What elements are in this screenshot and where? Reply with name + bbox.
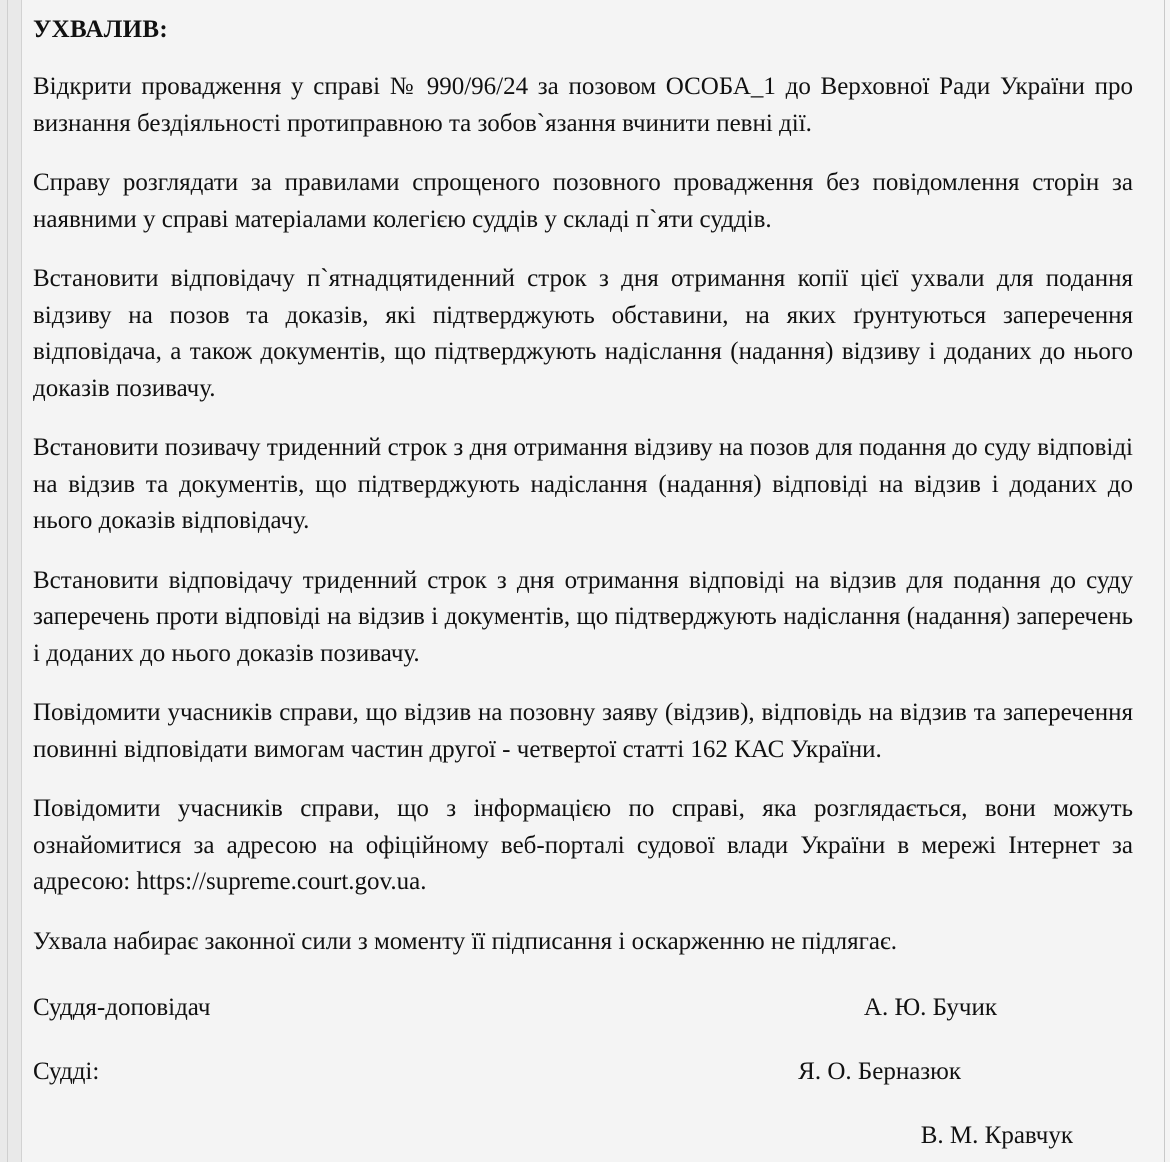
paragraph-plaintiff-three-day-term: Встановити позивачу триденний строк з дня отримання відзиву на позов для подання до суду відповіді на відзив та документів, що підтверджують надіслання (надання) відповіді на відзив і доданих до нього доказів відповідачу. (33, 434, 1133, 535)
paragraph-notice-requirements-article-162: Повідомити учасників справи, що відзив на позовну заяву (відзив), відповідь на відзив та заперечення повинні відповідати вимогам частин другої - четвертої статті 162 КАС України. (33, 699, 1133, 763)
signature-name-kravchuk: В. М. Кравчук (920, 1122, 1073, 1150)
paragraph-defendant-fifteen-day-term: Встановити відповідачу п`ятнадцятиденний строк з дня отримання копії цієї ухвали для подання відзиву на позов та доказів, які підтверджують обставини, на яких ґрунтуються заперечення відповідача, а також документів, що підтверджують надіслання (надання) відзиву і доданих до нього доказів позивачу. (33, 265, 1133, 402)
signature-name-buchyk: А. Ю. Бучик (863, 994, 997, 1022)
signature-name-bernazyuk: Я. О. Берназюк (798, 1058, 961, 1086)
document-page (22, 0, 1163, 1162)
paragraph-simplified-procedure: Справу розглядати за правилами спрощеного позовного провадження без повідомлення сторін за наявними у справі матеріалами колегією суддів у складі п`яти суддів. (33, 169, 1133, 233)
signature-row-judge-third (33, 1118, 1133, 1153)
signature-row-reporting-judge (33, 990, 1133, 1025)
scroll-rail[interactable] (7, 0, 8, 1162)
window-left-gutter (0, 0, 22, 1162)
window-right-edge (1164, 0, 1170, 1162)
paragraph-open-proceedings: Відкрити провадження у справі № 990/96/24 за позовом ОСОБА_1 до Верховної Ради України про визнання бездіяльності протиправною та зобов`язання вчинити певні дії. (33, 73, 1133, 137)
paragraph-defendant-objection-term: Встановити відповідачу триденний строк з дня отримання відповіді на відзив для подання до суду заперечень проти відповіді на відзив і документів, що підтверджують надіслання (надання) заперечень і доданих до нього доказів позивачу. (33, 566, 1133, 667)
signature-role-reporting-judge: Суддя-доповідач (33, 994, 211, 1022)
signature-block (31, 990, 1133, 1153)
paragraph-ruling-effective: Ухвала набирає законної сили з моменту її підписання і оскарженню не підлягає. (33, 927, 897, 955)
page-title: УХВАЛИВ: (33, 16, 169, 43)
paragraph-notice-web-portal: Повідомити учасників справи, що з інформацією по справі, яка розглядається, вони можуть ознайомитися за адресою на офіційному веб-порталі судової влади України в мережі Інтернет за адресою: https://supreme.court.gov.ua. (33, 795, 1133, 896)
signature-row-judges (33, 1054, 1133, 1089)
signature-role-judges: Судді: (33, 1058, 100, 1086)
